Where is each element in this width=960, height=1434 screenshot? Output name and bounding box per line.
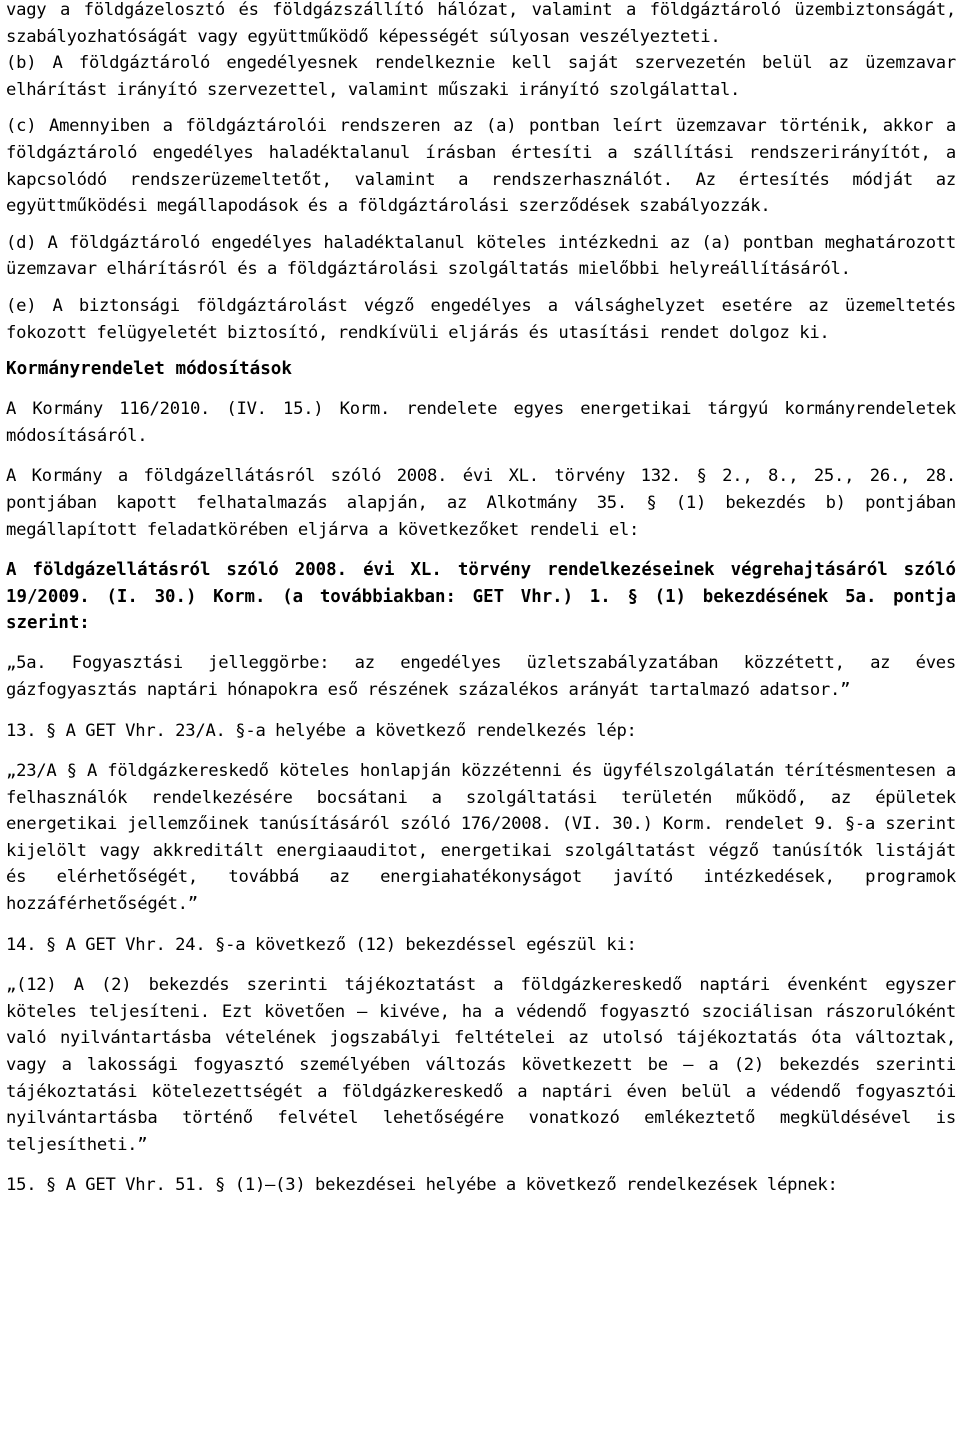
paragraph-authorization: A Kormány a földgázellátásról szóló 2008. évi XL. törvény 132. § 2., 8., 25., 26., 28. pontjában kapott felhatalmazás alapján, az Alkotmány 35. § (1) bekezdés b) pontjában megállapított feladatkörében eljárva a következőket rendeli el:: [6, 466, 956, 540]
paragraph-23a-quote: „23/A § A földgázkereskedő köteles honlapján közzétenni és ügyfélszolgálatán térítésmentesen a felhasználók rendelkezésére bocsátani a szolgáltatási területén működő, az épületek energetikai jellemzőinek tanúsításáról szóló 176/2008. (VI. 30.) Korm. rendelet 9. §-a szerint kijelölt vagy akkreditált energiaauditot, energetikai szolgáltatást végző tanúsítók listáját és elérhetőségét, továbbá az energiahatékonyságot javító intézkedések, programok hozzáférhetőségét.”: [6, 761, 956, 915]
paragraph-c: (c) Amennyiben a földgáztárolói rendszeren az (a) pontban leírt üzemzavar történik, akkor a földgáztároló engedélyes haladéktalanul írásban értesíti a szállítási rendszerirányítót, a kapcsolódó rendszerüzemeltetőt, valamint a rendszerhasználót. Az értesítés módját az együttműködési megállapodások és a földgáztárolási szerződések szabályozzák.: [6, 116, 956, 217]
paragraph-bold-intro: A földgázellátásról szóló 2008. évi XL. törvény rendelkezéseinek végrehajtásáról szóló 19/2009. (I. 30.) Korm. (a továbbiakban: GET Vhr.) 1. § (1) bekezdésének 5a. pontja szerint:: [6, 560, 956, 633]
paragraph-decree-title: A Kormány 116/2010. (IV. 15.) Korm. rendelete egyes energetikai tárgyú kormányrendeletek módosításáról.: [6, 399, 956, 446]
paragraph-12-quote: „(12) A (2) bekezdés szerinti tájékoztatást a földgázkereskedő naptári évenként egyszer köteles teljesíteni. Ezt követően — kivéve, ha a védendő fogyasztó szociálisan rászorulóként való nyilvántartásba vételének jogszabályi feltételei az utolsó tájékoztatás óta változtak, vagy a lakossági fogyasztó személyében változás következett be — a (2) bekezdés szerinti tájékoztatási kötelezettségét a földgázkereskedő a naptári éven belül a védendő fogyasztói nyilvántartásba történő felvétel lehetőségére vonatkozó emlékeztető megküldésével is teljesítheti.”: [6, 975, 956, 1155]
paragraph-d: (d) A földgáztároló engedélyes haladéktalanul köteles intézkedni az (a) pontban meghatározott üzemzavar elhárításról és a földgáztárolási szolgáltatás mielőbbi helyreállításáról.: [6, 232, 956, 280]
paragraph-section-13: 13. § A GET Vhr. 23/A. §-a helyébe a következő rendelkezés lép:: [6, 720, 637, 741]
paragraph-b: (b) A földgáztároló engedélyesnek rendelkeznie kell saját szervezetén belül az üzemzavar elhárítást irányító szervezettel, valamint műszaki irányító szolgálattal.: [6, 53, 956, 100]
paragraph-section-14: 14. § A GET Vhr. 24. §-a következő (12) bekezdéssel egészül ki:: [6, 934, 637, 955]
paragraph-5a-quote: „5a. Fogyasztási jelleggörbe: az engedélyes üzletszabályzatában közzétett, az éves gázfogyasztás naptári hónapokra eső részének százalékos arányát tartalmazó adatsor.”: [6, 653, 956, 700]
document-page: [6, 0, 956, 1199]
paragraph-section-15: 15. § A GET Vhr. 51. § (1)—(3) bekezdései helyébe a következő rendelkezések lépnek:: [6, 1175, 838, 1196]
paragraph-continuation: vagy a földgázelosztó és földgázszállító hálózat, valamint a földgáztároló üzembiztonságát, szabályozhatóságát vagy együttműködő képességét súlyosan veszélyezteti.: [6, 0, 956, 47]
paragraph-e: (e) A biztonsági földgáztárolást végző engedélyes a válsághelyzet esetére az üzemeltetés fokozott felügyeletét biztosító, rendkívüli eljárás és utasítási rendet dolgoz ki.: [6, 295, 956, 343]
section-heading: Kormányrendelet módosítások: [6, 359, 292, 380]
